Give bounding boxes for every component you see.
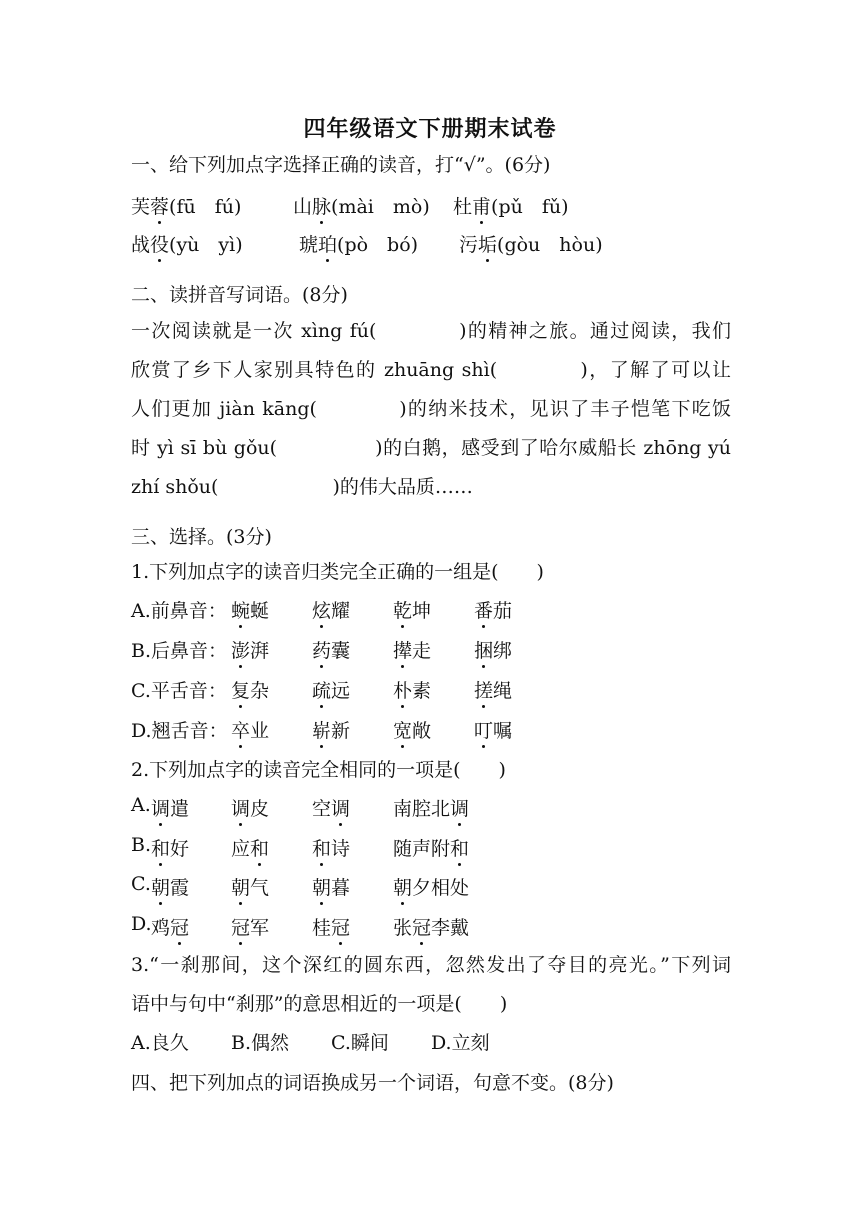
pinyin-item: 山脉(mài mò) (293, 192, 430, 219)
pinyin-item: 战役(yù yì) (131, 230, 243, 257)
section-2-heading: 二、读拼音写词语。(8分) (131, 284, 348, 306)
q2-option-row (131, 873, 731, 899)
section-2-line-5: zhí shǒu( )的伟大品质…… (131, 476, 473, 498)
option-label: C.平舌音： (131, 680, 227, 702)
option-word: 调遣 (151, 794, 189, 821)
option-b: B.偶然 (231, 1032, 290, 1054)
option-word: 朝夕相处 (393, 873, 469, 900)
option-word: 宽敞 (393, 716, 431, 743)
option-word: 搓绳 (474, 676, 512, 703)
section-3-heading: 三、选择。(3分) (131, 526, 272, 548)
section-1-heading: 一、给下列加点字选择正确的读音，打“√”。(6分) (131, 154, 551, 176)
section-4-heading: 四、把下列加点的词语换成另一个词语，句意不变。(8分) (131, 1072, 614, 1094)
section-2-line-4: 时 yì sī bù gǒu( )的白鹅，感受到了哈尔威船长 zhōng yú (131, 437, 731, 459)
option-word: 蜿蜒 (231, 596, 269, 623)
option-d: D.立刻 (431, 1032, 490, 1054)
option-word: 崭新 (312, 716, 350, 743)
option-label: D.翘舌音： (131, 720, 228, 742)
option-word: 叮嘱 (474, 716, 512, 743)
question-3-line-1: 3.“一刹那间，这个深红的圆东西，忽然发出了夺目的亮光。”下列词 (131, 954, 731, 976)
option-word: 复杂 (231, 676, 269, 703)
question-3-options (131, 1028, 731, 1054)
option-word: 空调 (312, 794, 350, 821)
option-word: 和诗 (312, 834, 350, 861)
question-2: 2.下列加点字的读音完全相同的一项是( ) (131, 759, 506, 781)
option-word: 冠军 (231, 913, 269, 940)
section-2-line-1: 一次阅读就是一次 xìng fú( )的精神之旅。通过阅读，我们 (131, 320, 731, 342)
option-word: 澎湃 (231, 636, 269, 663)
option-word: 朝气 (231, 873, 269, 900)
pinyin-item: 杜甫(pǔ fǔ) (453, 192, 569, 219)
option-label: B.后鼻音： (131, 640, 228, 662)
option-word: 鸡冠 (151, 913, 189, 940)
option-word: 应和 (231, 834, 269, 861)
option-word: 卒业 (231, 716, 269, 743)
q1-option-row (131, 596, 731, 622)
option-word: 调皮 (231, 794, 269, 821)
option-label: A.前鼻音： (131, 600, 227, 622)
pinyin-item: 琥珀(pò bó) (299, 230, 418, 257)
pinyin-row-2 (131, 230, 731, 256)
option-c: C.瞬间 (331, 1032, 389, 1054)
option-label: A. (131, 794, 151, 816)
pinyin-row-1 (131, 192, 731, 218)
option-a: A.良久 (131, 1032, 189, 1054)
option-word: 疏远 (312, 676, 350, 703)
pinyin-item: 污垢(gòu hòu) (459, 230, 603, 257)
question-1: 1.下列加点字的读音归类完全正确的一组是( ) (131, 561, 544, 583)
option-word: 撵走 (393, 636, 431, 663)
q2-option-row (131, 794, 731, 820)
option-word: 桂冠 (312, 913, 350, 940)
option-label: C. (131, 873, 151, 895)
option-word: 朴素 (393, 676, 431, 703)
section-2-line-3: 人们更加 jiàn kāng( )的纳米技术，见识了丰子恺笔下吃饭 (131, 398, 731, 420)
option-word: 乾坤 (393, 596, 431, 623)
q1-option-row (131, 636, 731, 662)
option-word: 南腔北调 (393, 794, 469, 821)
option-word: 朝暮 (312, 873, 350, 900)
option-word: 炫耀 (312, 596, 350, 623)
option-word: 朝霞 (151, 873, 189, 900)
page-title: 四年级语文下册期末试卷 (303, 116, 557, 142)
option-word: 随声附和 (393, 834, 469, 861)
option-word: 捆绑 (474, 636, 512, 663)
q2-option-row (131, 834, 731, 860)
option-word: 番茄 (474, 596, 512, 623)
section-2-line-2: 欣赏了乡下人家别具特色的 zhuāng shì( )，了解了可以让 (131, 359, 731, 381)
q1-option-row (131, 676, 731, 702)
option-word: 和好 (151, 834, 189, 861)
option-word: 药囊 (312, 636, 350, 663)
q2-option-row (131, 913, 731, 939)
q1-option-row (131, 716, 731, 742)
option-label: D. (131, 912, 152, 935)
pinyin-item: 芙蓉(fū fú) (131, 192, 241, 219)
option-label: B. (131, 833, 152, 856)
question-3-line-2: 语中与句中“刹那”的意思相近的一项是( ) (131, 993, 508, 1015)
option-word: 张冠李戴 (393, 913, 469, 940)
